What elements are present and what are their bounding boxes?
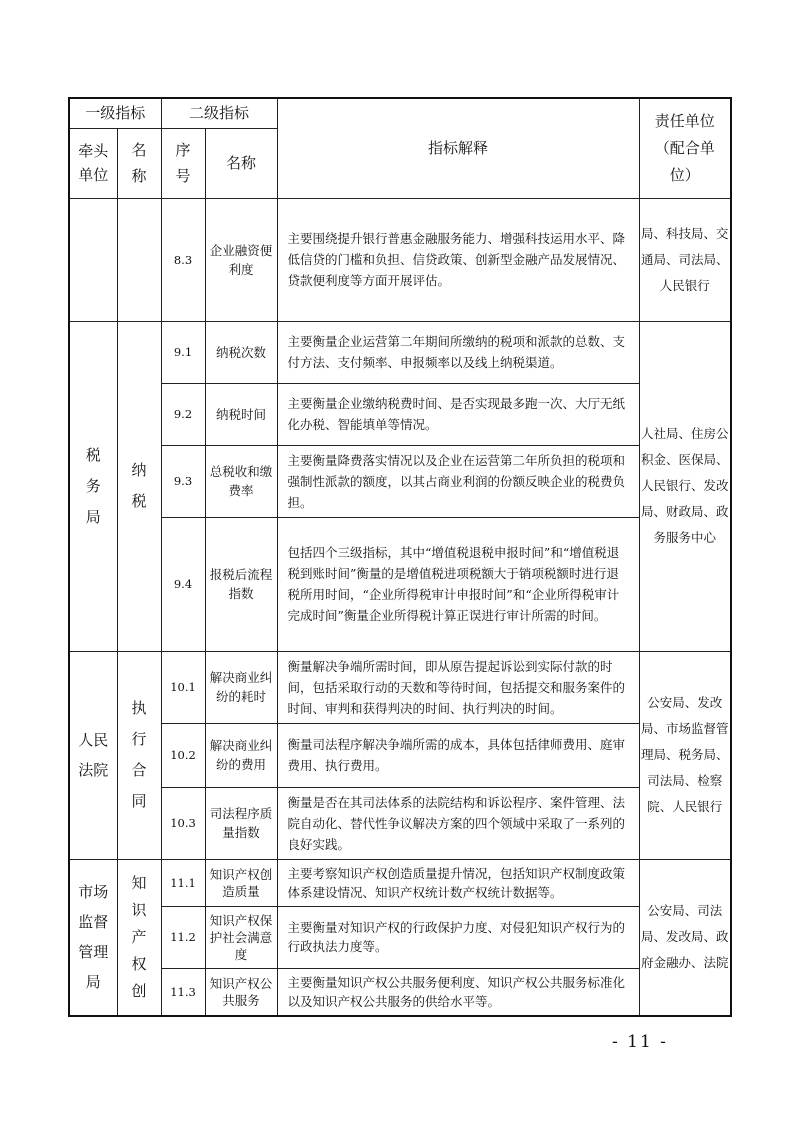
table-row xyxy=(69,321,731,383)
group-lead: 市场监督管理局 xyxy=(69,859,117,1016)
group-responsibility: 公安局、发改局、市场监督管理局、税务局、司法局、检察院、人民银行 xyxy=(639,651,731,859)
table-row xyxy=(69,198,731,321)
row-indicator: 总税收和缴费率 xyxy=(205,445,277,517)
table-row xyxy=(69,906,731,968)
group-name: 纳税 xyxy=(117,321,161,651)
header-name2: 名称 xyxy=(205,128,277,198)
row-indicator: 知识产权保护社会满意度 xyxy=(205,906,277,968)
table-row xyxy=(69,445,731,517)
group-responsibility: 公安局、司法局、发改局、政府金融办、法院 xyxy=(639,859,731,1016)
group-name xyxy=(117,198,161,321)
row-seq: 10.3 xyxy=(161,787,205,859)
group-name: 执行合同 xyxy=(117,651,161,859)
header-level2: 二级指标 xyxy=(161,98,277,128)
row-indicator: 纳税次数 xyxy=(205,321,277,383)
row-seq: 9.3 xyxy=(161,445,205,517)
header-seq: 序号 xyxy=(161,128,205,198)
row-indicator: 知识产权公共服务 xyxy=(205,968,277,1016)
row-explanation: 衡量司法程序解决争端所需的成本，具体包括律师费用、庭审费用、执行费用。 xyxy=(277,723,639,787)
header-explanation: 指标解释 xyxy=(277,98,639,198)
group-name: 知识产权创 xyxy=(117,859,161,1016)
table-row xyxy=(69,651,731,723)
row-explanation: 主要衡量对知识产权的行政保护力度、对侵犯知识产权行为的行政执法力度等。 xyxy=(277,906,639,968)
group-responsibility: 人社局、住房公积金、医保局、人民银行、发改局、财政局、政务服务中心 xyxy=(639,321,731,651)
group-lead: 税务局 xyxy=(69,321,117,651)
row-seq: 11.1 xyxy=(161,859,205,906)
table-row xyxy=(69,859,731,906)
row-explanation: 主要衡量企业缴纳税费时间、是否实现最多跑一次、大厅无纸化办税、智能填单等情况。 xyxy=(277,383,639,445)
row-indicator: 司法程序质量指数 xyxy=(205,787,277,859)
row-explanation: 衡量解决争端所需时间，即从原告提起诉讼到实际付款的时间，包括采取行动的天数和等待时间，包括提交和服务案件的时间、审判和获得判决的时间、执行判决的时间。 xyxy=(277,651,639,723)
table-row xyxy=(69,723,731,787)
table-row xyxy=(69,968,731,1016)
row-seq: 9.4 xyxy=(161,517,205,651)
header-lead-unit: 牵头单位 xyxy=(69,128,117,198)
group-lead: 人民法院 xyxy=(69,651,117,859)
row-indicator: 报税后流程指数 xyxy=(205,517,277,651)
row-indicator: 纳税时间 xyxy=(205,383,277,445)
table-row xyxy=(69,383,731,445)
group-lead xyxy=(69,198,117,321)
row-indicator: 企业融资便利度 xyxy=(205,198,277,321)
row-seq: 10.1 xyxy=(161,651,205,723)
row-seq: 9.1 xyxy=(161,321,205,383)
page-number: - 11 - xyxy=(612,1032,668,1052)
header-level1: 一级指标 xyxy=(69,98,161,128)
indicator-table xyxy=(68,97,732,1017)
row-explanation: 主要围绕提升银行普惠金融服务能力、增强科技运用水平、降低信贷的门槛和负担、信贷政策、创新型金融产品发展情况、贷款便利度等方面开展评估。 xyxy=(277,198,639,321)
row-seq: 8.3 xyxy=(161,198,205,321)
row-explanation: 主要衡量企业运营第二年期间所缴纳的税项和派款的总数、支付方法、支付频率、申报频率以及线上纳税渠道。 xyxy=(277,321,639,383)
header-responsibility: 责任单位（配合单位） xyxy=(639,98,731,198)
row-indicator: 知识产权创造质量 xyxy=(205,859,277,906)
row-explanation: 主要考察知识产权创造质量提升情况，包括知识产权制度政策体系建设情况、知识产权统计数产权统计数据等。 xyxy=(277,859,639,906)
table-row xyxy=(69,787,731,859)
row-explanation: 主要衡量降费落实情况以及企业在运营第二年所负担的税项和强制性派款的额度，以其占商业利润的份额反映企业的税费负担。 xyxy=(277,445,639,517)
row-explanation: 主要衡量知识产权公共服务便利度、知识产权公共服务标准化以及知识产权公共服务的供给水平等。 xyxy=(277,968,639,1016)
header-name1: 名称 xyxy=(117,128,161,198)
group-responsibility: 局、科技局、交通局、司法局、人民银行 xyxy=(639,198,731,321)
row-explanation: 衡量是否在其司法体系的法院结构和诉讼程序、案件管理、法院自动化、替代性争议解决方案的四个领域中采取了一系列的良好实践。 xyxy=(277,787,639,859)
row-seq: 11.3 xyxy=(161,968,205,1016)
table-row xyxy=(69,517,731,651)
row-seq: 9.2 xyxy=(161,383,205,445)
row-seq: 11.2 xyxy=(161,906,205,968)
row-indicator: 解决商业纠纷的耗时 xyxy=(205,651,277,723)
row-indicator: 解决商业纠纷的费用 xyxy=(205,723,277,787)
row-seq: 10.2 xyxy=(161,723,205,787)
row-explanation: 包括四个三级指标，其中“增值税退税申报时间”和“增值税退税到账时间”衡量的是增值税进项税额大于销项税额时进行退税所用时间，“企业所得税审计申报时间”和“企业所得税审计完成时间”衡量企业所得税计算正误进行审计所需的时间。 xyxy=(277,517,639,651)
